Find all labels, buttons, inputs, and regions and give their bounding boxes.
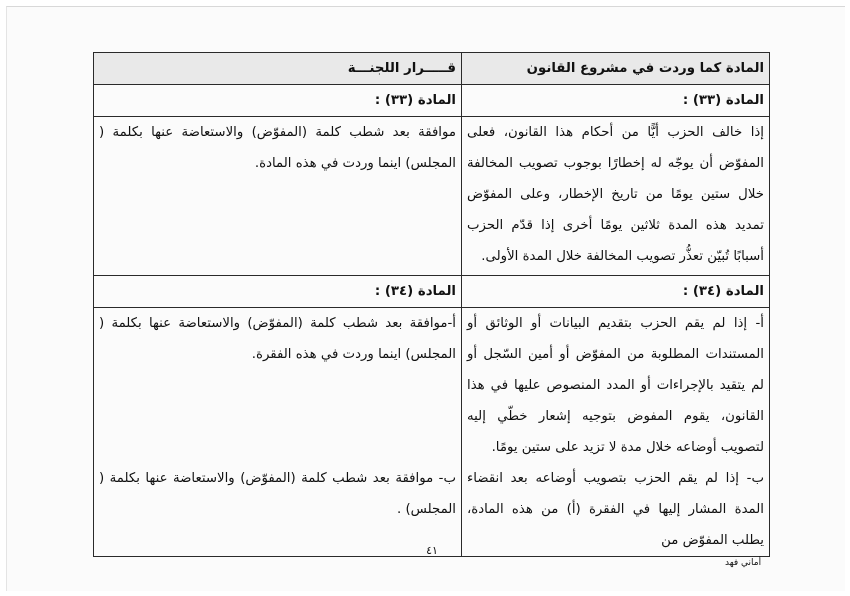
article-33-committee-text — [94, 117, 462, 276]
header-law-text: المادة كما وردت في مشروع القانون — [462, 53, 770, 85]
article-34-committee-paragraph-a: أ-موافقة بعد شطب كلمة (المفوّض) والاستعاضة عنها بكلمة ( المجلس) اينما وردت في هذه الفقرة. — [99, 316, 456, 362]
article-34-committee-text — [94, 308, 462, 557]
article-33-law-label: المادة (٣٣) : — [462, 85, 770, 117]
article-34-law-label: المادة (٣٤) : — [462, 276, 770, 308]
article-34-law-text — [462, 308, 770, 557]
document-page — [6, 6, 845, 591]
article-label-row — [94, 85, 770, 117]
header-committee-decision: قـــــرار اللجنـــة — [94, 53, 462, 85]
article-34-law-paragraph-a: أ- إذا لم يقم الحزب بتقديم البيانات أو الوثائق أو المستندات المطلوبة من المفوّض أو أمين السّجل أو لم يتقيد بالإجراءات أو المدد المنصوص عليها في هذا القانون، يقوم المفوض بتوجيه إشعار خطّي إليه لتصويب أوضاعه خلال مدة لا تزيد على ستين يومًا. — [467, 316, 764, 455]
article-body-row — [94, 308, 770, 557]
article-33-committee-label: المادة (٣٣) : — [94, 85, 462, 117]
article-label-row — [94, 276, 770, 308]
article-34-committee-paragraph-b: ب- موافقة بعد شطب كلمة (المفوّض) والاستعاضة عنها بكلمة ( المجلس) . — [99, 471, 456, 517]
signature-text: أماني فهد — [725, 558, 762, 568]
table-header-row — [94, 53, 770, 85]
article-body-row — [94, 117, 770, 276]
page-number: ٤١ — [426, 544, 438, 557]
comparison-table — [93, 52, 770, 557]
article-33-committee-paragraph: موافقة بعد شطب كلمة (المفوّض) والاستعاضة عنها بكلمة ( المجلس) اينما وردت في هذه المادة. — [99, 125, 456, 171]
article-33-law-paragraph: إذا خالف الحزب أيًّا من أحكام هذا القانون، فعلى المفوّض أن يوجّه له إخطارًا بوجوب تصويب المخالفة خلال ستين يومًا من تاريخ الإخطار، وعلى المفوّض تمديد هذه المدة ثلاثين يومًا أخرى إذا قدّم الحزب أسبابًا تُبيّن تعذُّر تصويب المخالفة خلال المدة الأولى. — [467, 125, 764, 264]
article-34-law-paragraph-b: ب- إذا لم يقم الحزب بتصويب أوضاعه بعد انقضاء المدة المشار إليها في الفقرة (أ) من هذه المادة، يطلب المفوّض من — [467, 471, 764, 548]
article-33-law-text — [462, 117, 770, 276]
article-34-committee-label: المادة (٣٤) : — [94, 276, 462, 308]
